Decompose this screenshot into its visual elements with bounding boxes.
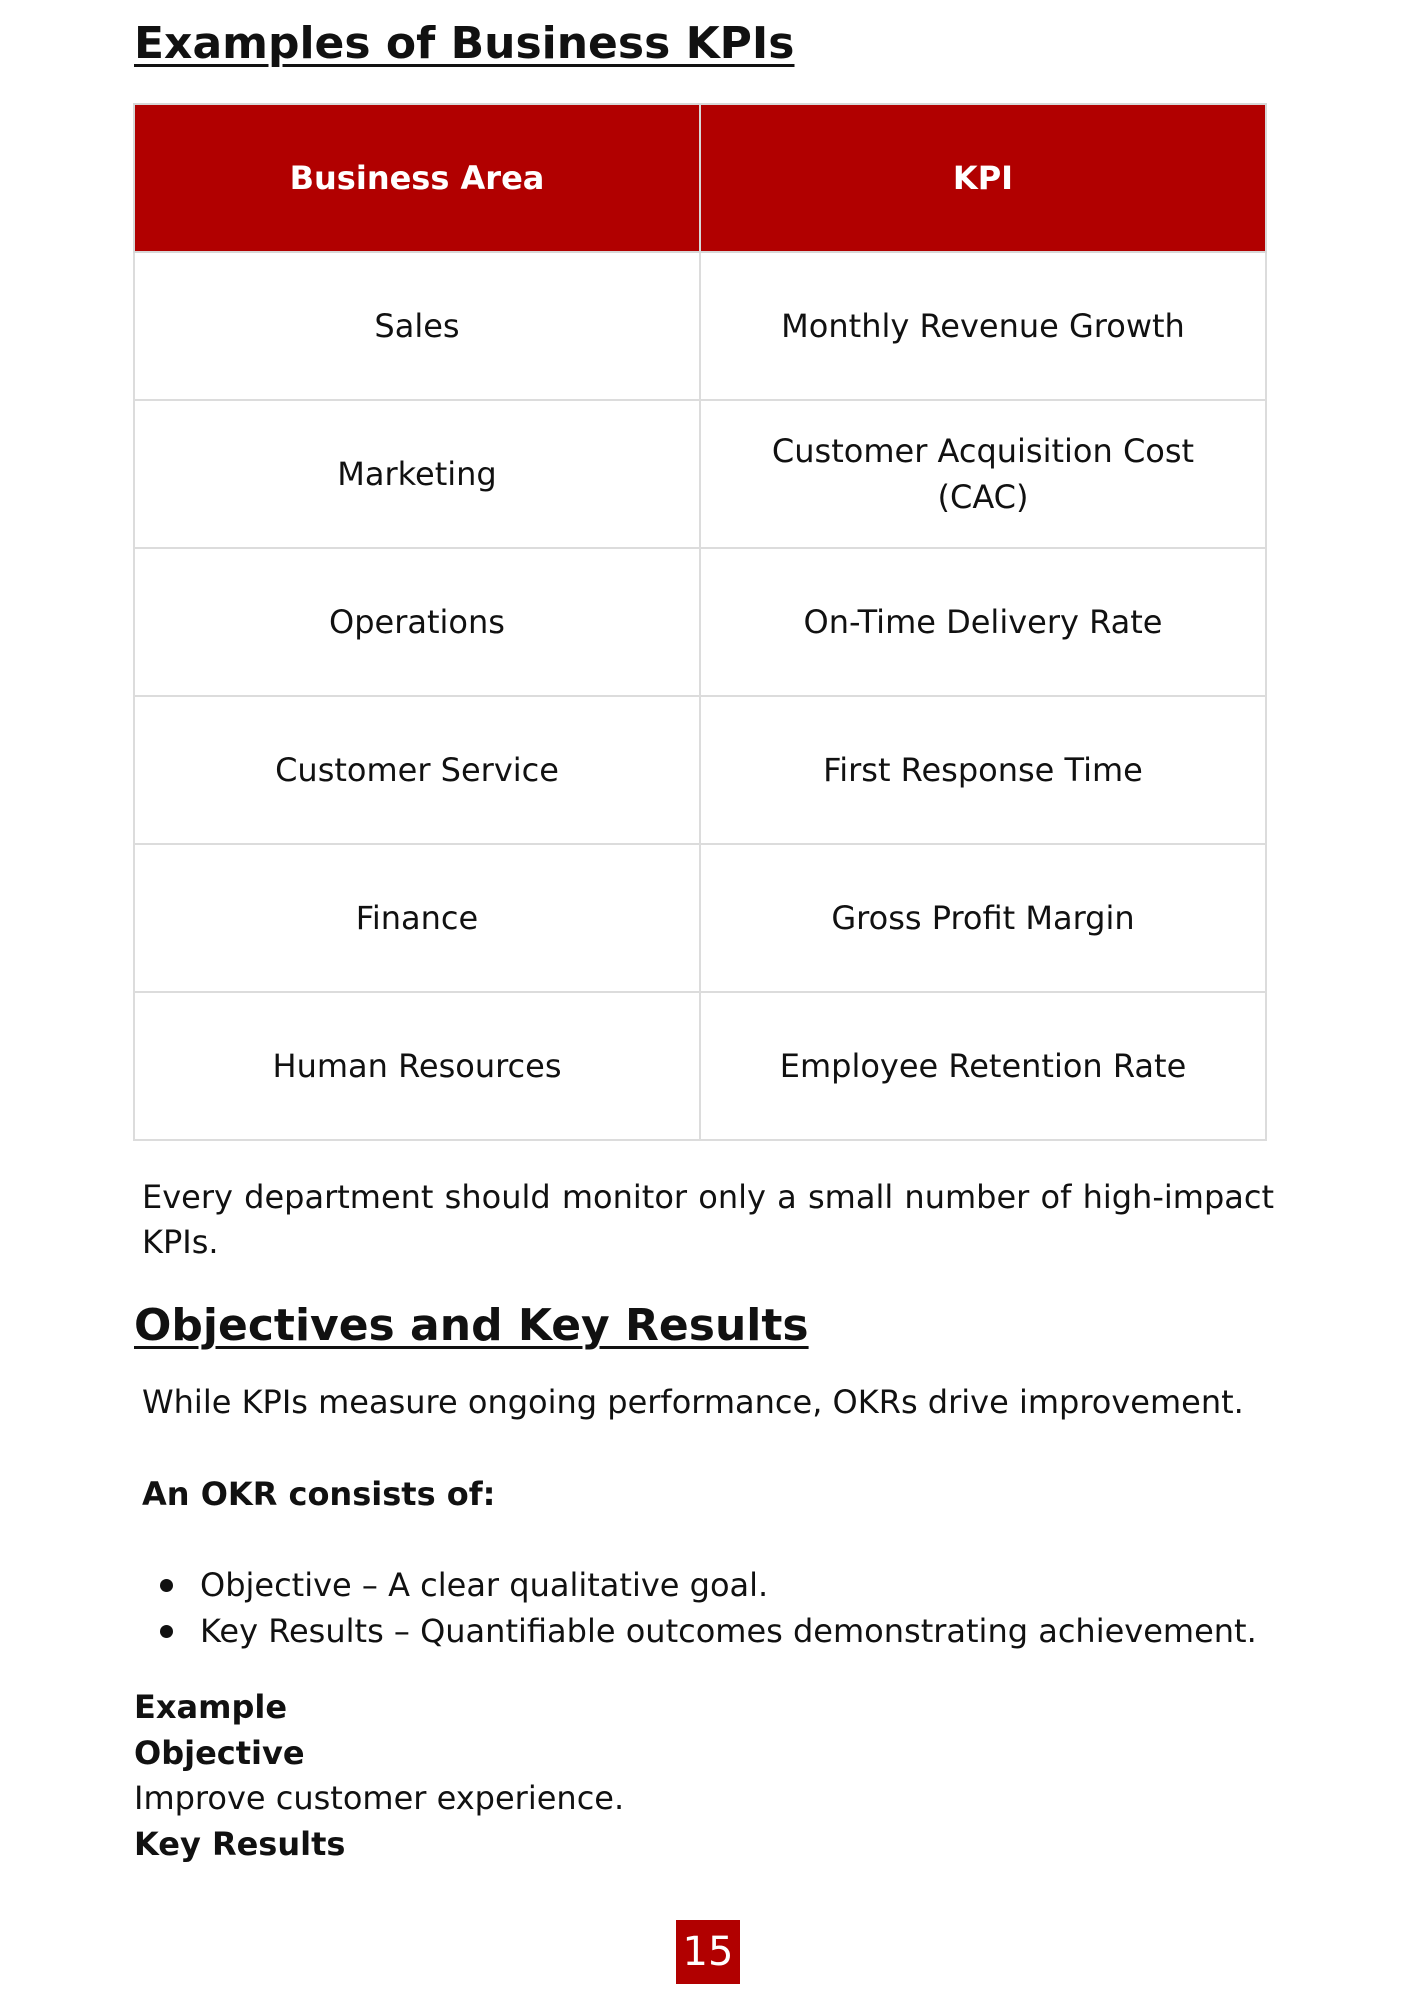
okr-example-block [134,1685,624,1867]
list-item-text: Objective – A clear qualitative goal. [200,1566,769,1604]
kpi-note-paragraph: Every department should monitor only a small number of high-impact KPIs. [142,1178,1274,1261]
table-row [134,696,1266,844]
kpi-cell: First Response Time [700,696,1266,844]
column-header-kpi: KPI [700,104,1266,252]
list-item-text: Key Results – Quantifiable outcomes demonstrating achievement. [200,1612,1257,1650]
okr-consists-label: An OKR consists of: [142,1475,496,1513]
business-area-cell: Marketing [134,400,700,548]
kpi-table [133,103,1267,1141]
business-area-cell: Sales [134,252,700,400]
table-row [134,252,1266,400]
section-title-kpis: Examples of Business KPIs [134,18,795,69]
business-area-cell: Finance [134,844,700,992]
bullet-dot-icon [160,1579,173,1592]
business-area-cell: Customer Service [134,696,700,844]
list-item [142,1562,1257,1608]
kpi-cell: On-Time Delivery Rate [700,548,1266,696]
table-row [134,844,1266,992]
objective-label: Objective [134,1733,305,1772]
page-number-badge: 15 [676,1920,740,1984]
bullet-dot-icon [160,1625,173,1638]
okr-components-list [142,1562,1257,1654]
table-row [134,548,1266,696]
kpi-cell: Gross Profit Margin [700,844,1266,992]
business-area-cell: Operations [134,548,700,696]
table-row [134,992,1266,1140]
objective-text: Improve customer experience. [134,1779,625,1817]
business-area-cell: Human Resources [134,992,700,1140]
okr-intro-paragraph: While KPIs measure ongoing performance, OKRs drive improvement. [142,1383,1244,1421]
list-item [142,1608,1257,1654]
example-label: Example [134,1688,288,1726]
column-header-business-area: Business Area [134,104,700,252]
table-row [134,400,1266,548]
kpi-cell: Customer Acquisition Cost (CAC) [700,400,1266,548]
kpi-cell: Employee Retention Rate [700,992,1266,1140]
key-results-label: Key Results [134,1824,346,1863]
table-header-row [134,104,1266,252]
section-title-okrs: Objectives and Key Results [134,1300,809,1351]
kpi-cell: Monthly Revenue Growth [700,252,1266,400]
